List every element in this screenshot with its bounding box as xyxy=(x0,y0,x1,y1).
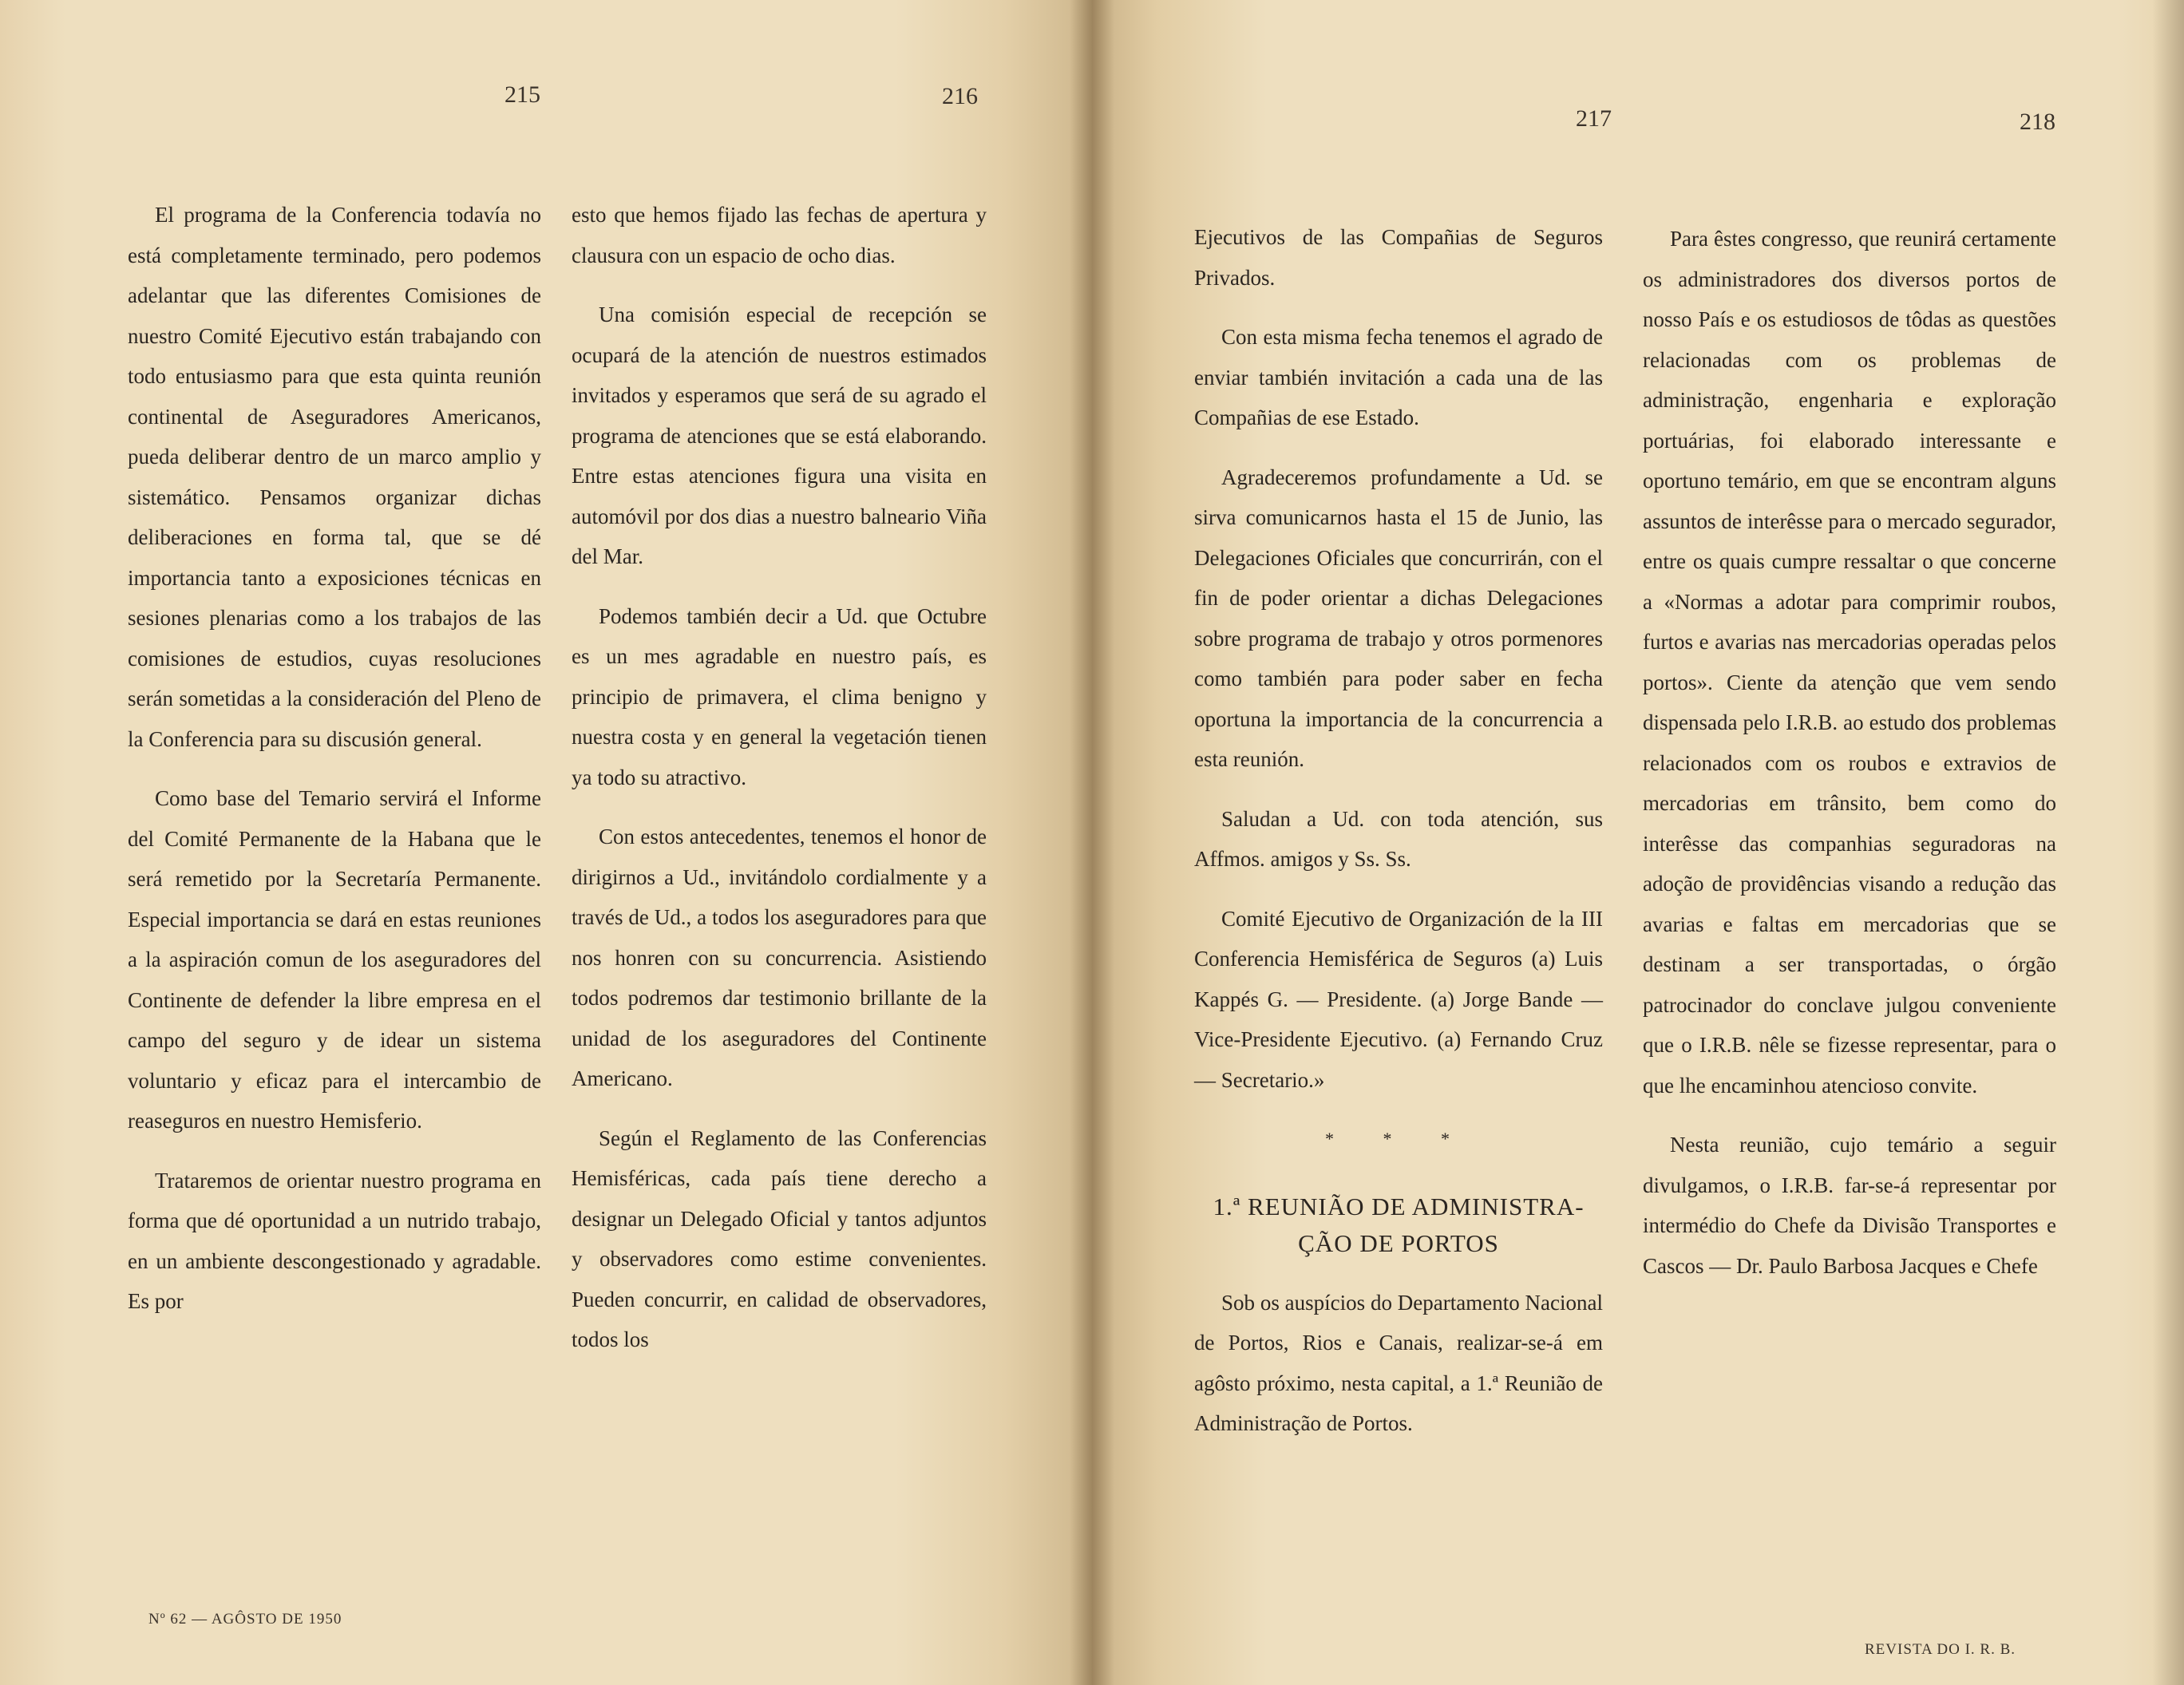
column-217 xyxy=(1194,217,1603,1463)
paragraph: Una comisión especial de recepción se ocupará de la atención de nuestros estimados invitados y esperamos que será de su agrado el programa de atenciones que se está elaborando. Entre estas atenciones figura una visita en automóvil por dos dias a nuestro balneario Viña del Mar. xyxy=(572,303,987,568)
paragraph: Para êstes congresso, que reunirá certamente os administradores dos diversos portos de nosso País e os estudiosos de tôdas as questões relacionadas com os problemas de administração, engenharia e exploração portuárias, foi elaborado interessante e oportuno temário, em que se encontram alguns assuntos de interêsse para o mercado segurador, entre os quais cumpre ressaltar o que concerne a «Normas a adotar para comprimir roubos, furtos e avarias nas mercadorias operadas pelos portos». Ciente da atenção que vem sendo dispensada pelo I.R.B. ao estudo dos problemas relacionados com os roubos e extravios de mercadorias em trânsito, bem como do interêsse das companhias seguradoras na adoção de providências visando a redução das avarias e faltas em mercadorias que se destinam a ser transportadas, o órgão patrocinador do conclave julgou conveniente que o I.R.B. nêle se fizesse representar, para o que lhe encaminhou atencioso convite. xyxy=(1643,227,2056,1098)
paragraph: Agradeceremos profundamente a Ud. se sirva comunicarnos hasta el 15 de Junio, las Delegaciones Oficiales que concurrirán, con el fin de poder orientar a dichas Delegaciones sobre programa de trabajo y otros pormenores como también para poder saber en fecha oportuna la importancia de la concurrencia a esta reunión. xyxy=(1194,465,1603,771)
section-heading xyxy=(1194,1189,1603,1262)
page-number-215: 215 xyxy=(504,81,540,108)
paragraph: Trataremos de orientar nuestro programa en forma que dé oportunidad a un nutrido trabajo, en un ambiente descongestionado y agradable. Es por xyxy=(128,1168,541,1313)
column-216 xyxy=(572,195,987,1379)
page-number-218: 218 xyxy=(2020,109,2055,135)
paragraph: Comité Ejecutivo de Organización de la III Conferencia Hemisférica de Seguros (a) Luis Kappés G. — Presidente. (a) Jorge Bande — Vice-Presidente Ejecutivo. (a) Fernando Cruz — Secretario.» xyxy=(1194,906,1603,1092)
column-218 xyxy=(1643,219,2056,1305)
paragraph: El programa de la Conferencia todavía no está completamente terminado, pero podemos adelantar que las diferentes Comisiones de nuestro Comité Ejecutivo están trabajando con todo entusiasmo para que esta quinta reunión continental de Aseguradores Americanos, pueda deliberar dentro de un marco amplio y sistemático. Pensamos organizar dichas deliberaciones en forma tal, que se dé importancia tanto a exposiciones técnicas en sesiones plenarias como a los trabajos de las comisiones de estudios, cuyas resoluciones serán sometidas a la consideración del Pleno de la Conferencia para su discusión general. xyxy=(128,203,541,751)
book-gutter xyxy=(1070,0,1114,1685)
right-page xyxy=(1092,0,2184,1685)
paragraph: Ejecutivos de las Compañias de Seguros Privados. xyxy=(1194,225,1603,290)
paragraph: Saludan a Ud. con toda atención, sus Affmos. amigos y Ss. Ss. xyxy=(1194,806,1603,871)
heading-line-2: ÇÃO DE PORTOS xyxy=(1298,1228,1499,1257)
paragraph: Como base del Temario servirá el Informe del Comité Permanente de la Habana que le será remetido por la Secretaría Permanente. Especial importancia se dará en estas reuniones a la aspiración comun de los aseguradores del Continente de defender la libre empresa en el campo del seguro y de idear un sistema voluntario y eficaz para el intercambio de reaseguros en nuestro Hemisferio. xyxy=(128,786,541,1133)
page-number-217: 217 xyxy=(1576,105,1612,132)
heading-line-1: 1.ª REUNIÃO DE ADMINISTRA- xyxy=(1213,1192,1585,1220)
footer-journal: REVISTA DO I. R. B. xyxy=(1865,1641,2016,1658)
paragraph: Con estos antecedentes, tenemos el honor de dirigirnos a Ud., invitándolo cordialmente y a través de Ud., a todos los aseguradores para que nos honren con su concurrencia. Asistiendo todos podremos dar testimonio brillante de la unidad de los aseguradores del Continente Americano. xyxy=(572,825,987,1090)
paragraph: Según el Reglamento de las Conferencias Hemisféricas, cada país tiene derecho a designar un Delegado Oficial y tantos adjuntos y observadores como estime convenientes. Pueden concurrir, en calidad de observadores, todos los xyxy=(572,1125,987,1351)
paragraph: Podemos también decir a Ud. que Octubre es un mes agradable en nuestro país, es principio de primavera, el clima benigno y nuestra costa y en general la vegetación tienen ya todo su atractivo. xyxy=(572,603,987,789)
page-number-216: 216 xyxy=(942,83,978,109)
page-edge-shadow xyxy=(2152,0,2184,1685)
paragraph: Con esta misma fecha tenemos el agrado de enviar también invitación a cada una de las Compañias de ese Estado. xyxy=(1194,325,1603,429)
paragraph: esto que hemos fijado las fechas de apertura y clausura con un espacio de ocho dias. xyxy=(572,203,987,267)
paragraph: Nesta reunião, cujo temário a seguir divulgamos, o I.R.B. far-se-á representar por intermédio do Chefe da Divisão Transportes e Cascos — Dr. Paulo Barbosa Jacques e Chefe xyxy=(1643,1133,2056,1278)
paragraph: Sob os auspícios do Departamento Nacional de Portos, Rios e Canais, realizar-se-á em agôsto próximo, nesta capital, a 1.ª Reunião de Administração de Portos. xyxy=(1194,1290,1603,1435)
section-separator: * * * xyxy=(1325,1129,1472,1149)
column-215 xyxy=(128,195,541,1341)
footer-issue: Nº 62 — AGÔSTO DE 1950 xyxy=(148,1611,342,1628)
